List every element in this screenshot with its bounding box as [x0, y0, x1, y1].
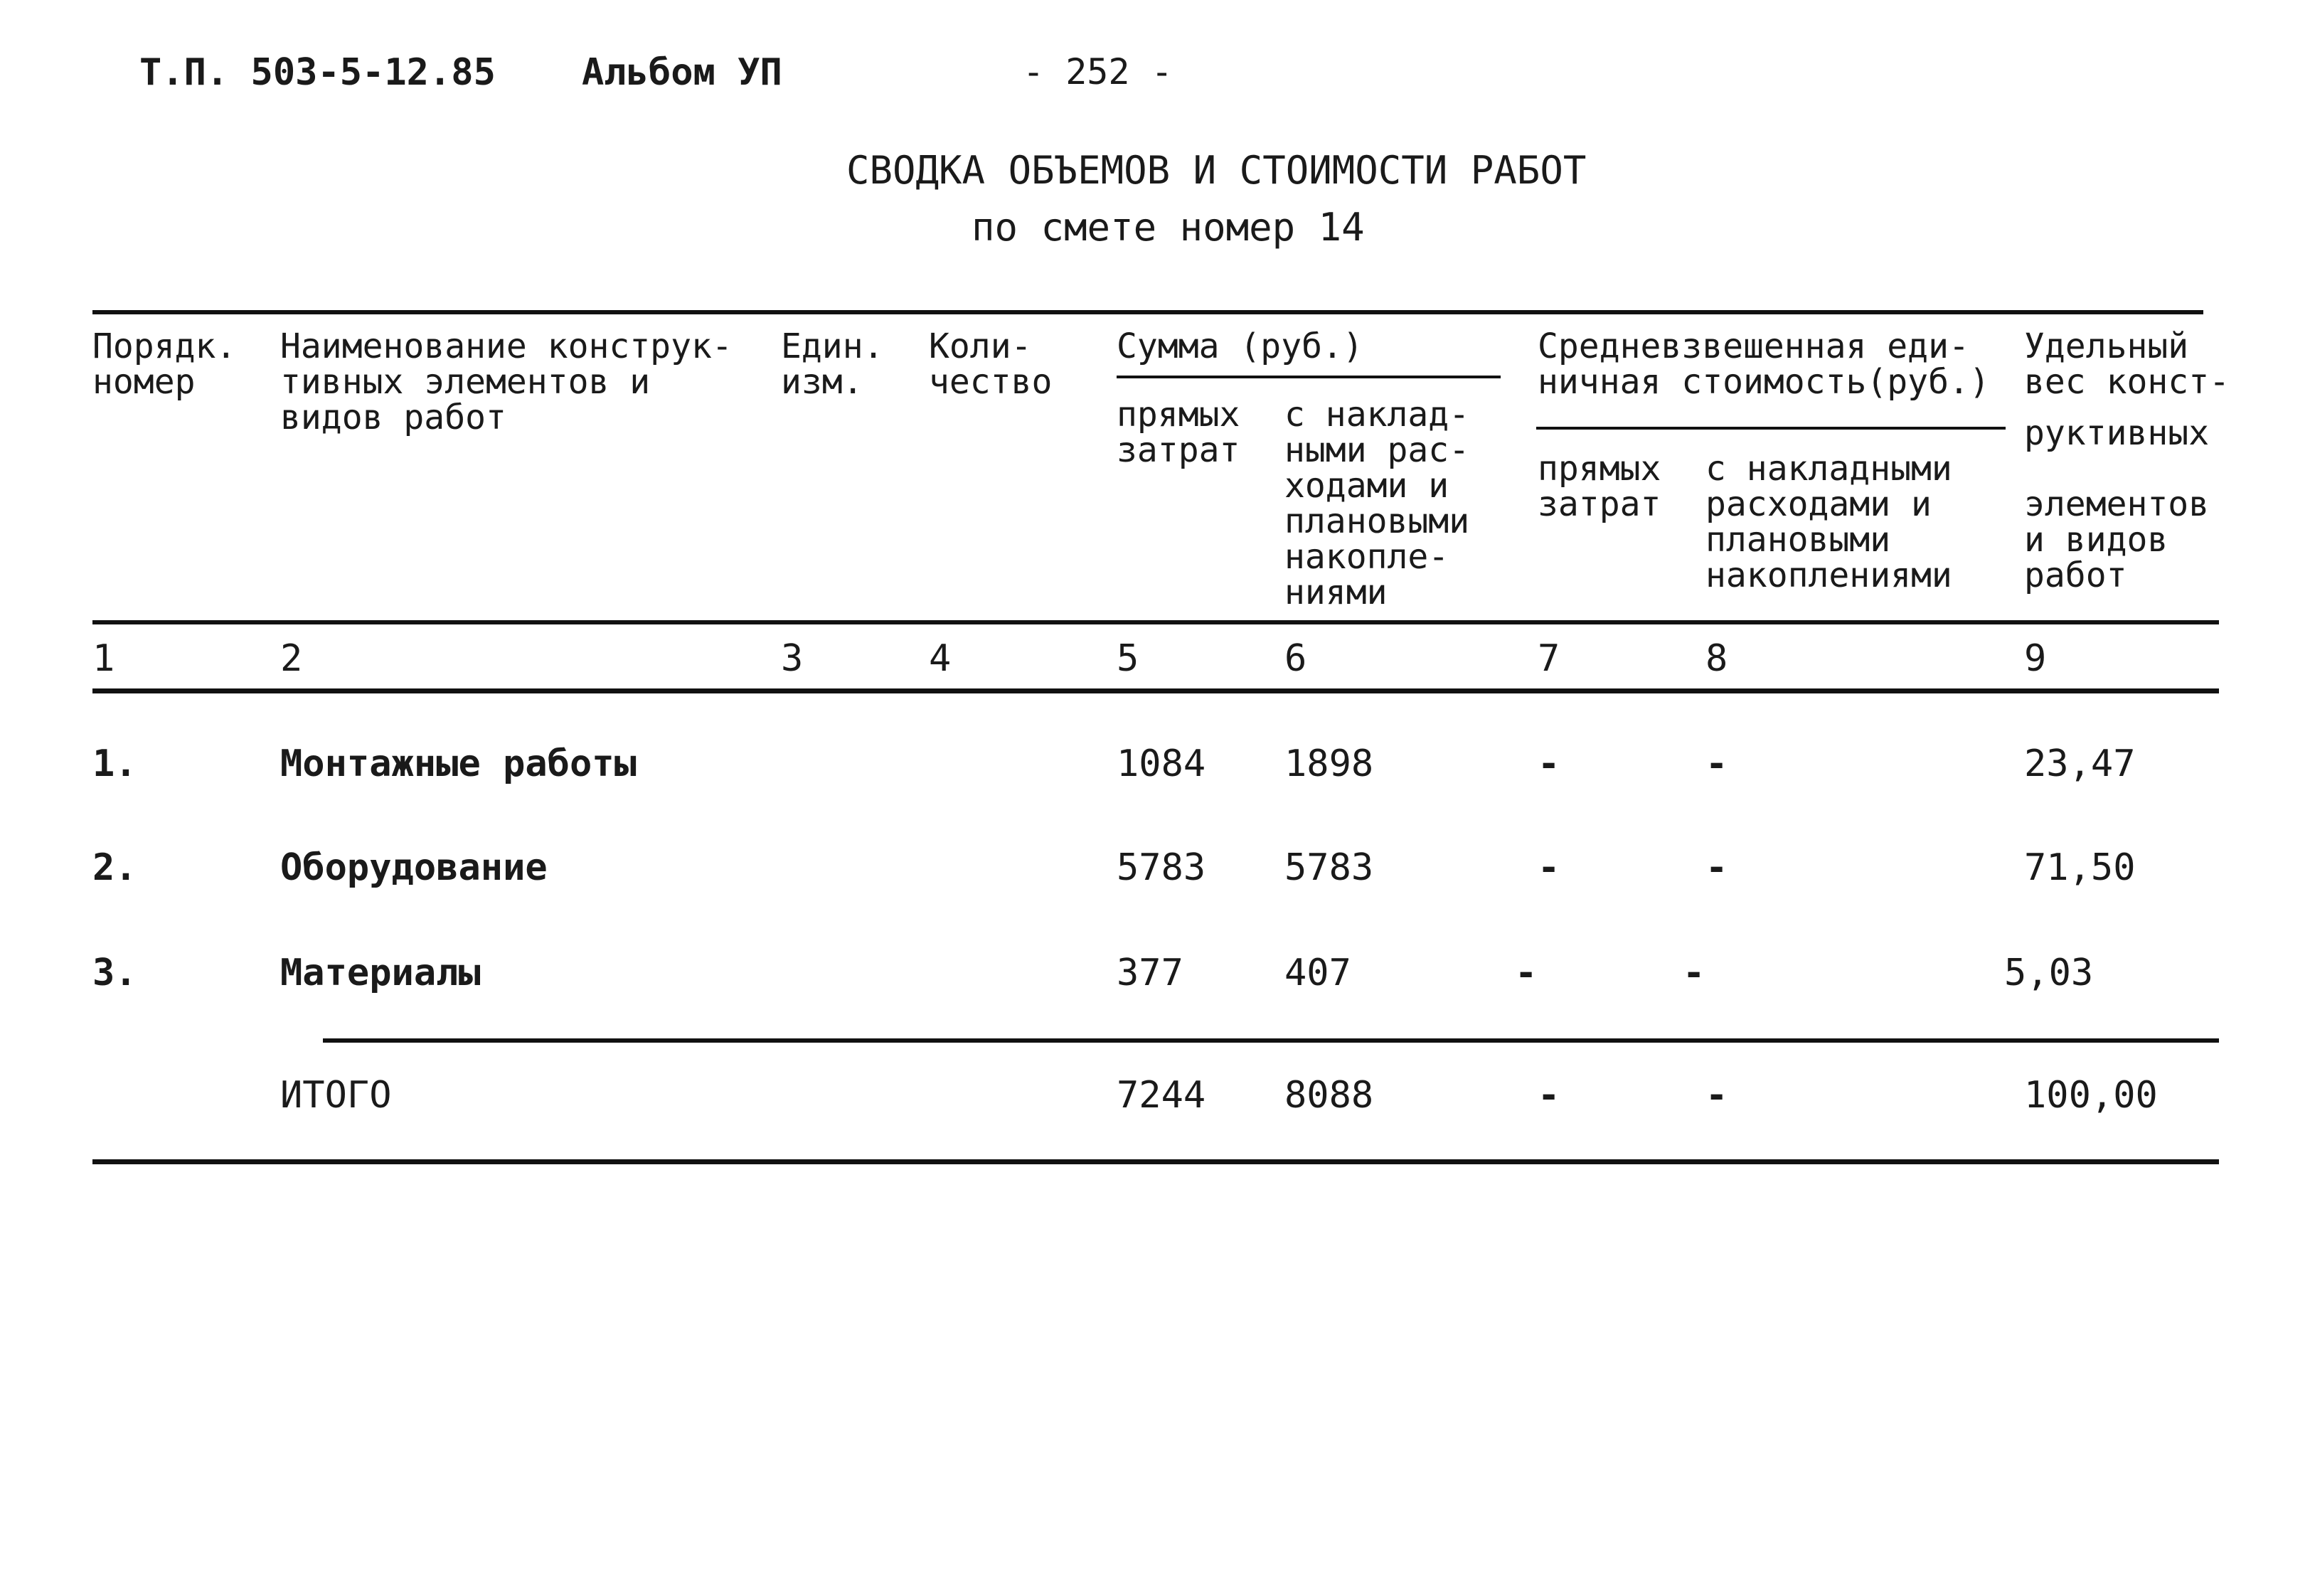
- total-label: ИТОГО: [280, 1074, 392, 1117]
- column-number: 9: [2024, 637, 2047, 680]
- col-header-avg-direct: прямых затрат: [1538, 449, 1661, 524]
- col-header-quantity: Коли- чество: [929, 326, 1053, 402]
- table-bottom-rule: [92, 1159, 2219, 1164]
- col-header-avg-group: Средневзвешенная еди- ничная стоимость(руб.): [1538, 326, 1990, 402]
- total-avg-direct: -: [1538, 1074, 1560, 1117]
- row-number: 1.: [92, 743, 137, 785]
- col-header-share-top: Удельный вес конст-: [2024, 326, 2230, 402]
- sum-group-rule: [1117, 376, 1501, 378]
- header-bottom-rule: [92, 620, 2219, 624]
- row-avg-direct: -: [1538, 846, 1560, 889]
- row-avg-overhead: -: [1683, 952, 1705, 994]
- document-subtitle: по смете номер 14: [972, 205, 1365, 250]
- col-header-sum-group: Сумма (руб.): [1117, 326, 1363, 366]
- col-header-avg-overhead: с накладными расходами и плановыми накоплениями: [1705, 449, 1952, 595]
- row-share: 23,47: [2024, 743, 2136, 785]
- col-header-unit: Един. изм.: [781, 326, 884, 402]
- total-sum-overhead: 8088: [1284, 1074, 1374, 1117]
- column-number: 7: [1538, 637, 1560, 680]
- row-avg-overhead: -: [1705, 846, 1728, 889]
- col-header-order-number: Порядк. номер: [92, 326, 237, 402]
- total-share: 100,00: [2024, 1074, 2158, 1117]
- document-title: СВОДКА ОБЪЕМОВ И СТОИМОСТИ РАБОТ: [846, 148, 1587, 193]
- column-number: 6: [1284, 637, 1307, 680]
- col-header-share-bottom: руктивных элементов и видов работ: [2024, 413, 2210, 595]
- total-top-rule: [323, 1038, 2219, 1043]
- document-code: Т.П. 503-5-12.85: [139, 51, 496, 94]
- row-share: 71,50: [2024, 846, 2136, 889]
- row-name: Оборудование: [280, 846, 548, 889]
- row-sum-overhead: 407: [1284, 952, 1351, 994]
- album-label: Альбом УП: [582, 51, 782, 94]
- row-sum-direct: 1084: [1117, 743, 1206, 785]
- row-avg-direct: -: [1538, 743, 1560, 785]
- row-avg-overhead: -: [1705, 743, 1728, 785]
- column-number: 3: [781, 637, 804, 680]
- column-number: 5: [1117, 637, 1139, 680]
- row-name: Монтажные работы: [280, 743, 637, 785]
- row-name: Материалы: [280, 952, 481, 994]
- col-header-sum-direct: прямых затрат: [1117, 395, 1240, 470]
- row-number: 2.: [92, 846, 137, 889]
- row-sum-direct: 5783: [1117, 846, 1206, 889]
- column-numbers-rule: [92, 688, 2219, 693]
- col-header-sum-overhead: с наклад- ными рас- ходами и плановыми накопле- ниями: [1284, 395, 1470, 612]
- col-header-name: Наименование конструк- тивных элементов и видов работ: [280, 326, 733, 437]
- row-share: 5,03: [2004, 952, 2094, 994]
- row-sum-overhead: 5783: [1284, 846, 1374, 889]
- avg-group-rule: [1536, 427, 2006, 430]
- column-number: 2: [280, 637, 303, 680]
- column-number: 8: [1705, 637, 1728, 680]
- row-sum-direct: 377: [1117, 952, 1183, 994]
- row-avg-direct: -: [1515, 952, 1538, 994]
- row-sum-overhead: 1898: [1284, 743, 1374, 785]
- column-number: 1: [92, 637, 115, 680]
- page-number: - 252 -: [1023, 51, 1173, 92]
- total-avg-overhead: -: [1705, 1074, 1728, 1117]
- total-sum-direct: 7244: [1117, 1074, 1206, 1117]
- table-top-rule: [92, 310, 2203, 314]
- row-number: 3.: [92, 952, 137, 994]
- column-number: 4: [929, 637, 952, 680]
